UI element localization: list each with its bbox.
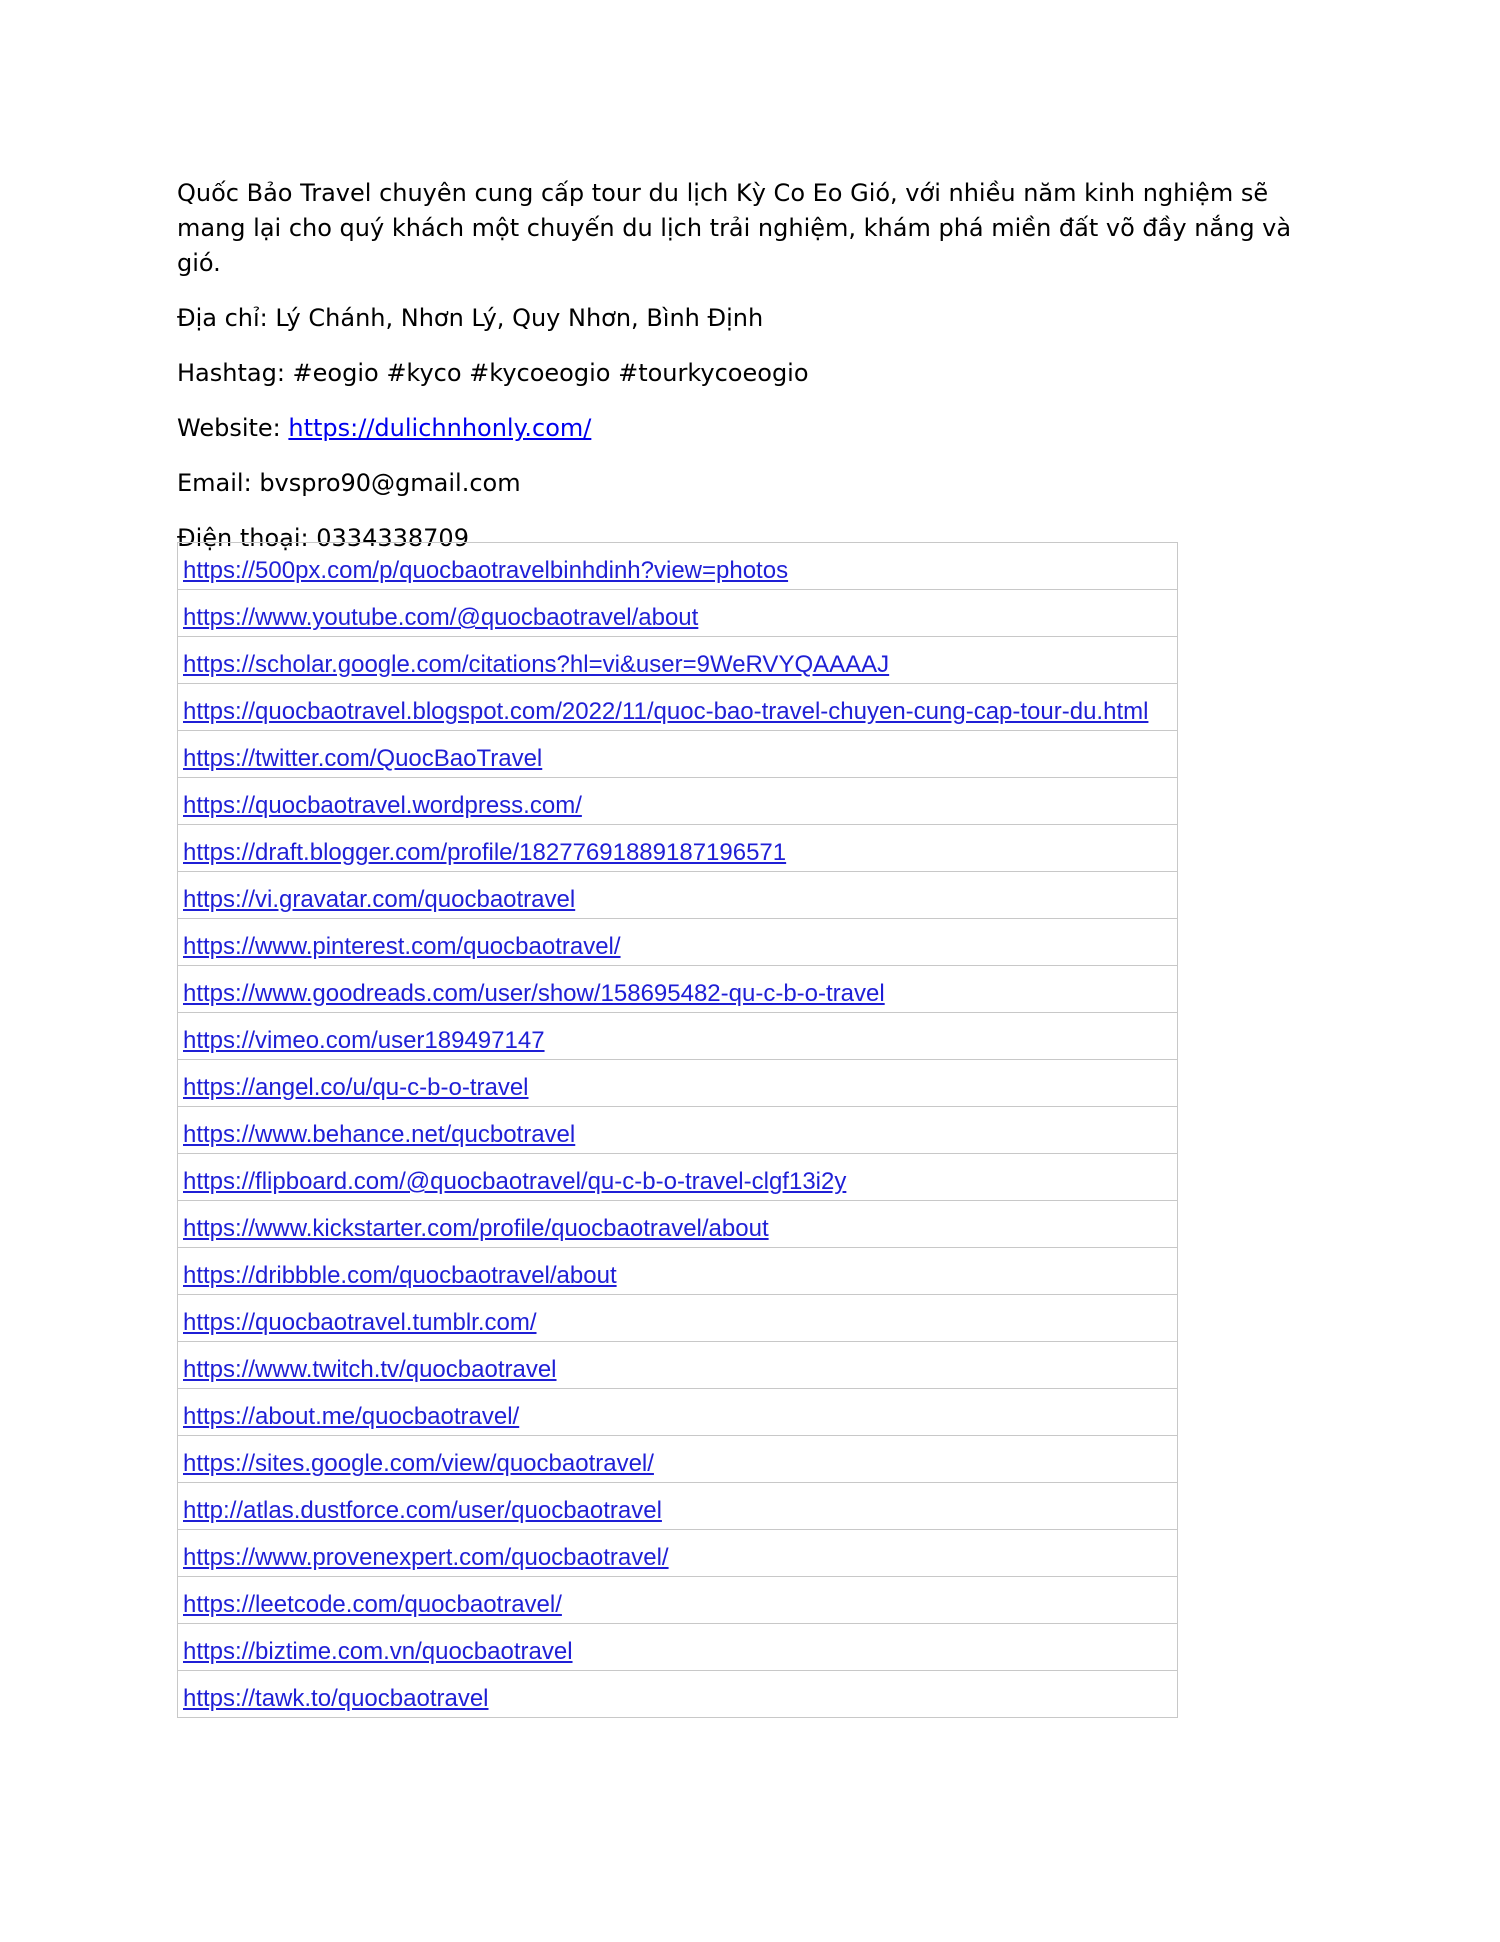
table-link[interactable]: https://leetcode.com/quocbaotravel/ (183, 1591, 562, 1618)
table-row (178, 1436, 1178, 1483)
table-link[interactable]: https://about.me/quocbaotravel/ (183, 1403, 520, 1430)
table-cell (178, 1389, 1178, 1436)
table-link[interactable]: https://sites.google.com/view/quocbaotravel/ (183, 1450, 654, 1477)
website-link[interactable]: https://dulichnhonly.com/ (288, 414, 592, 442)
table-link[interactable]: https://angel.co/u/qu-c-b-o-travel (183, 1074, 529, 1101)
website-line (177, 411, 1337, 446)
table-cell (178, 872, 1178, 919)
table-cell (178, 1577, 1178, 1624)
document-body (177, 176, 1337, 576)
email-line (177, 466, 1337, 501)
table-cell (178, 1107, 1178, 1154)
table-row (178, 1671, 1178, 1718)
website-label: Website: (177, 414, 289, 442)
table-cell (178, 1436, 1178, 1483)
table-row (178, 825, 1178, 872)
address-line (177, 301, 1337, 336)
table-cell (178, 1248, 1178, 1295)
table-row (178, 919, 1178, 966)
table-cell (178, 1342, 1178, 1389)
table-link[interactable]: https://dribbble.com/quocbaotravel/about (183, 1262, 617, 1289)
email-value: bvspro90@gmail.com (259, 469, 521, 497)
table-link[interactable]: https://quocbaotravel.blogspot.com/2022/11/quoc-bao-travel-chuyen-cung-cap-tour-du.html (183, 698, 1149, 725)
address-value: Lý Chánh, Nhơn Lý, Quy Nhơn, Bình Định (275, 304, 764, 332)
table-row (178, 1154, 1178, 1201)
phone-value: 0334338709 (316, 524, 469, 552)
table-cell (178, 590, 1178, 637)
table-row (178, 590, 1178, 637)
table-row (178, 1201, 1178, 1248)
table-cell (178, 731, 1178, 778)
table-row (178, 778, 1178, 825)
table-link[interactable]: https://www.youtube.com/@quocbaotravel/about (183, 604, 699, 631)
email-label: Email: (177, 469, 260, 497)
table-row (178, 684, 1178, 731)
table-cell (178, 1671, 1178, 1718)
table-cell (178, 543, 1178, 590)
hashtag-line (177, 356, 1337, 391)
table-cell (178, 966, 1178, 1013)
hashtag-value: #eogio #kyco #kycoeogio #tourkycoeogio (292, 359, 809, 387)
table-row (178, 872, 1178, 919)
table-cell (178, 1530, 1178, 1577)
table-link[interactable]: https://vimeo.com/user189497147 (183, 1027, 545, 1054)
table-cell (178, 919, 1178, 966)
address-label: Địa chỉ: (177, 304, 276, 332)
table-link[interactable]: https://draft.blogger.com/profile/18277691889187196571 (183, 839, 787, 866)
table-link[interactable]: https://biztime.com.vn/quocbaotravel (183, 1638, 573, 1665)
table-row (178, 1389, 1178, 1436)
table-cell (178, 778, 1178, 825)
table-link[interactable]: https://www.twitch.tv/quocbaotravel (183, 1356, 557, 1383)
table-cell (178, 1060, 1178, 1107)
table-cell (178, 684, 1178, 731)
table-link[interactable]: https://www.pinterest.com/quocbaotravel/ (183, 933, 621, 960)
table-link[interactable]: https://flipboard.com/@quocbaotravel/qu-c-b-o-travel-clgf13i2y (183, 1168, 847, 1195)
phone-label: Điện thoại: (177, 524, 317, 552)
table-link[interactable]: https://www.behance.net/qucbotravel (183, 1121, 576, 1148)
links-table (177, 542, 1178, 1718)
table-row (178, 637, 1178, 684)
table-link[interactable]: https://500px.com/p/quocbaotravelbinhdinh?view=photos (183, 557, 789, 584)
table-row (178, 966, 1178, 1013)
table-link[interactable]: https://scholar.google.com/citations?hl=vi&user=9WeRVYQAAAAJ (183, 651, 890, 678)
table-link[interactable]: https://quocbaotravel.wordpress.com/ (183, 792, 582, 819)
table-row (178, 731, 1178, 778)
table-cell (178, 1013, 1178, 1060)
table-link[interactable]: https://vi.gravatar.com/quocbaotravel (183, 886, 576, 913)
table-link[interactable]: https://twitter.com/QuocBaoTravel (183, 745, 543, 772)
table-row (178, 1530, 1178, 1577)
table-cell (178, 1483, 1178, 1530)
hashtag-label: Hashtag: (177, 359, 293, 387)
table-cell (178, 637, 1178, 684)
table-row (178, 1342, 1178, 1389)
table-row (178, 1248, 1178, 1295)
table-row (178, 1060, 1178, 1107)
table-row (178, 1577, 1178, 1624)
table-cell (178, 1154, 1178, 1201)
table-link[interactable]: https://www.provenexpert.com/quocbaotravel/ (183, 1544, 669, 1571)
table-cell (178, 1201, 1178, 1248)
table-row (178, 1624, 1178, 1671)
table-row (178, 1013, 1178, 1060)
table-row (178, 543, 1178, 590)
table-link[interactable]: https://www.goodreads.com/user/show/158695482-qu-c-b-o-travel (183, 980, 885, 1007)
table-row (178, 1107, 1178, 1154)
intro-paragraph: Quốc Bảo Travel chuyên cung cấp tour du lịch Kỳ Co Eo Gió, với nhiều năm kinh nghiệm sẽ mang lại cho quý khách một chuyến du lịch trải nghiệm, khám phá miền đất võ đầy nắng và gió. (177, 179, 1292, 277)
table-link[interactable]: https://quocbaotravel.tumblr.com/ (183, 1309, 537, 1336)
table-link[interactable]: https://www.kickstarter.com/profile/quocbaotravel/about (183, 1215, 769, 1242)
table-cell (178, 825, 1178, 872)
table-cell (178, 1624, 1178, 1671)
table-link[interactable]: http://atlas.dustforce.com/user/quocbaotravel (183, 1497, 662, 1524)
table-cell (178, 1295, 1178, 1342)
table-row (178, 1295, 1178, 1342)
table-row (178, 1483, 1178, 1530)
table-link[interactable]: https://tawk.to/quocbaotravel (183, 1685, 489, 1712)
